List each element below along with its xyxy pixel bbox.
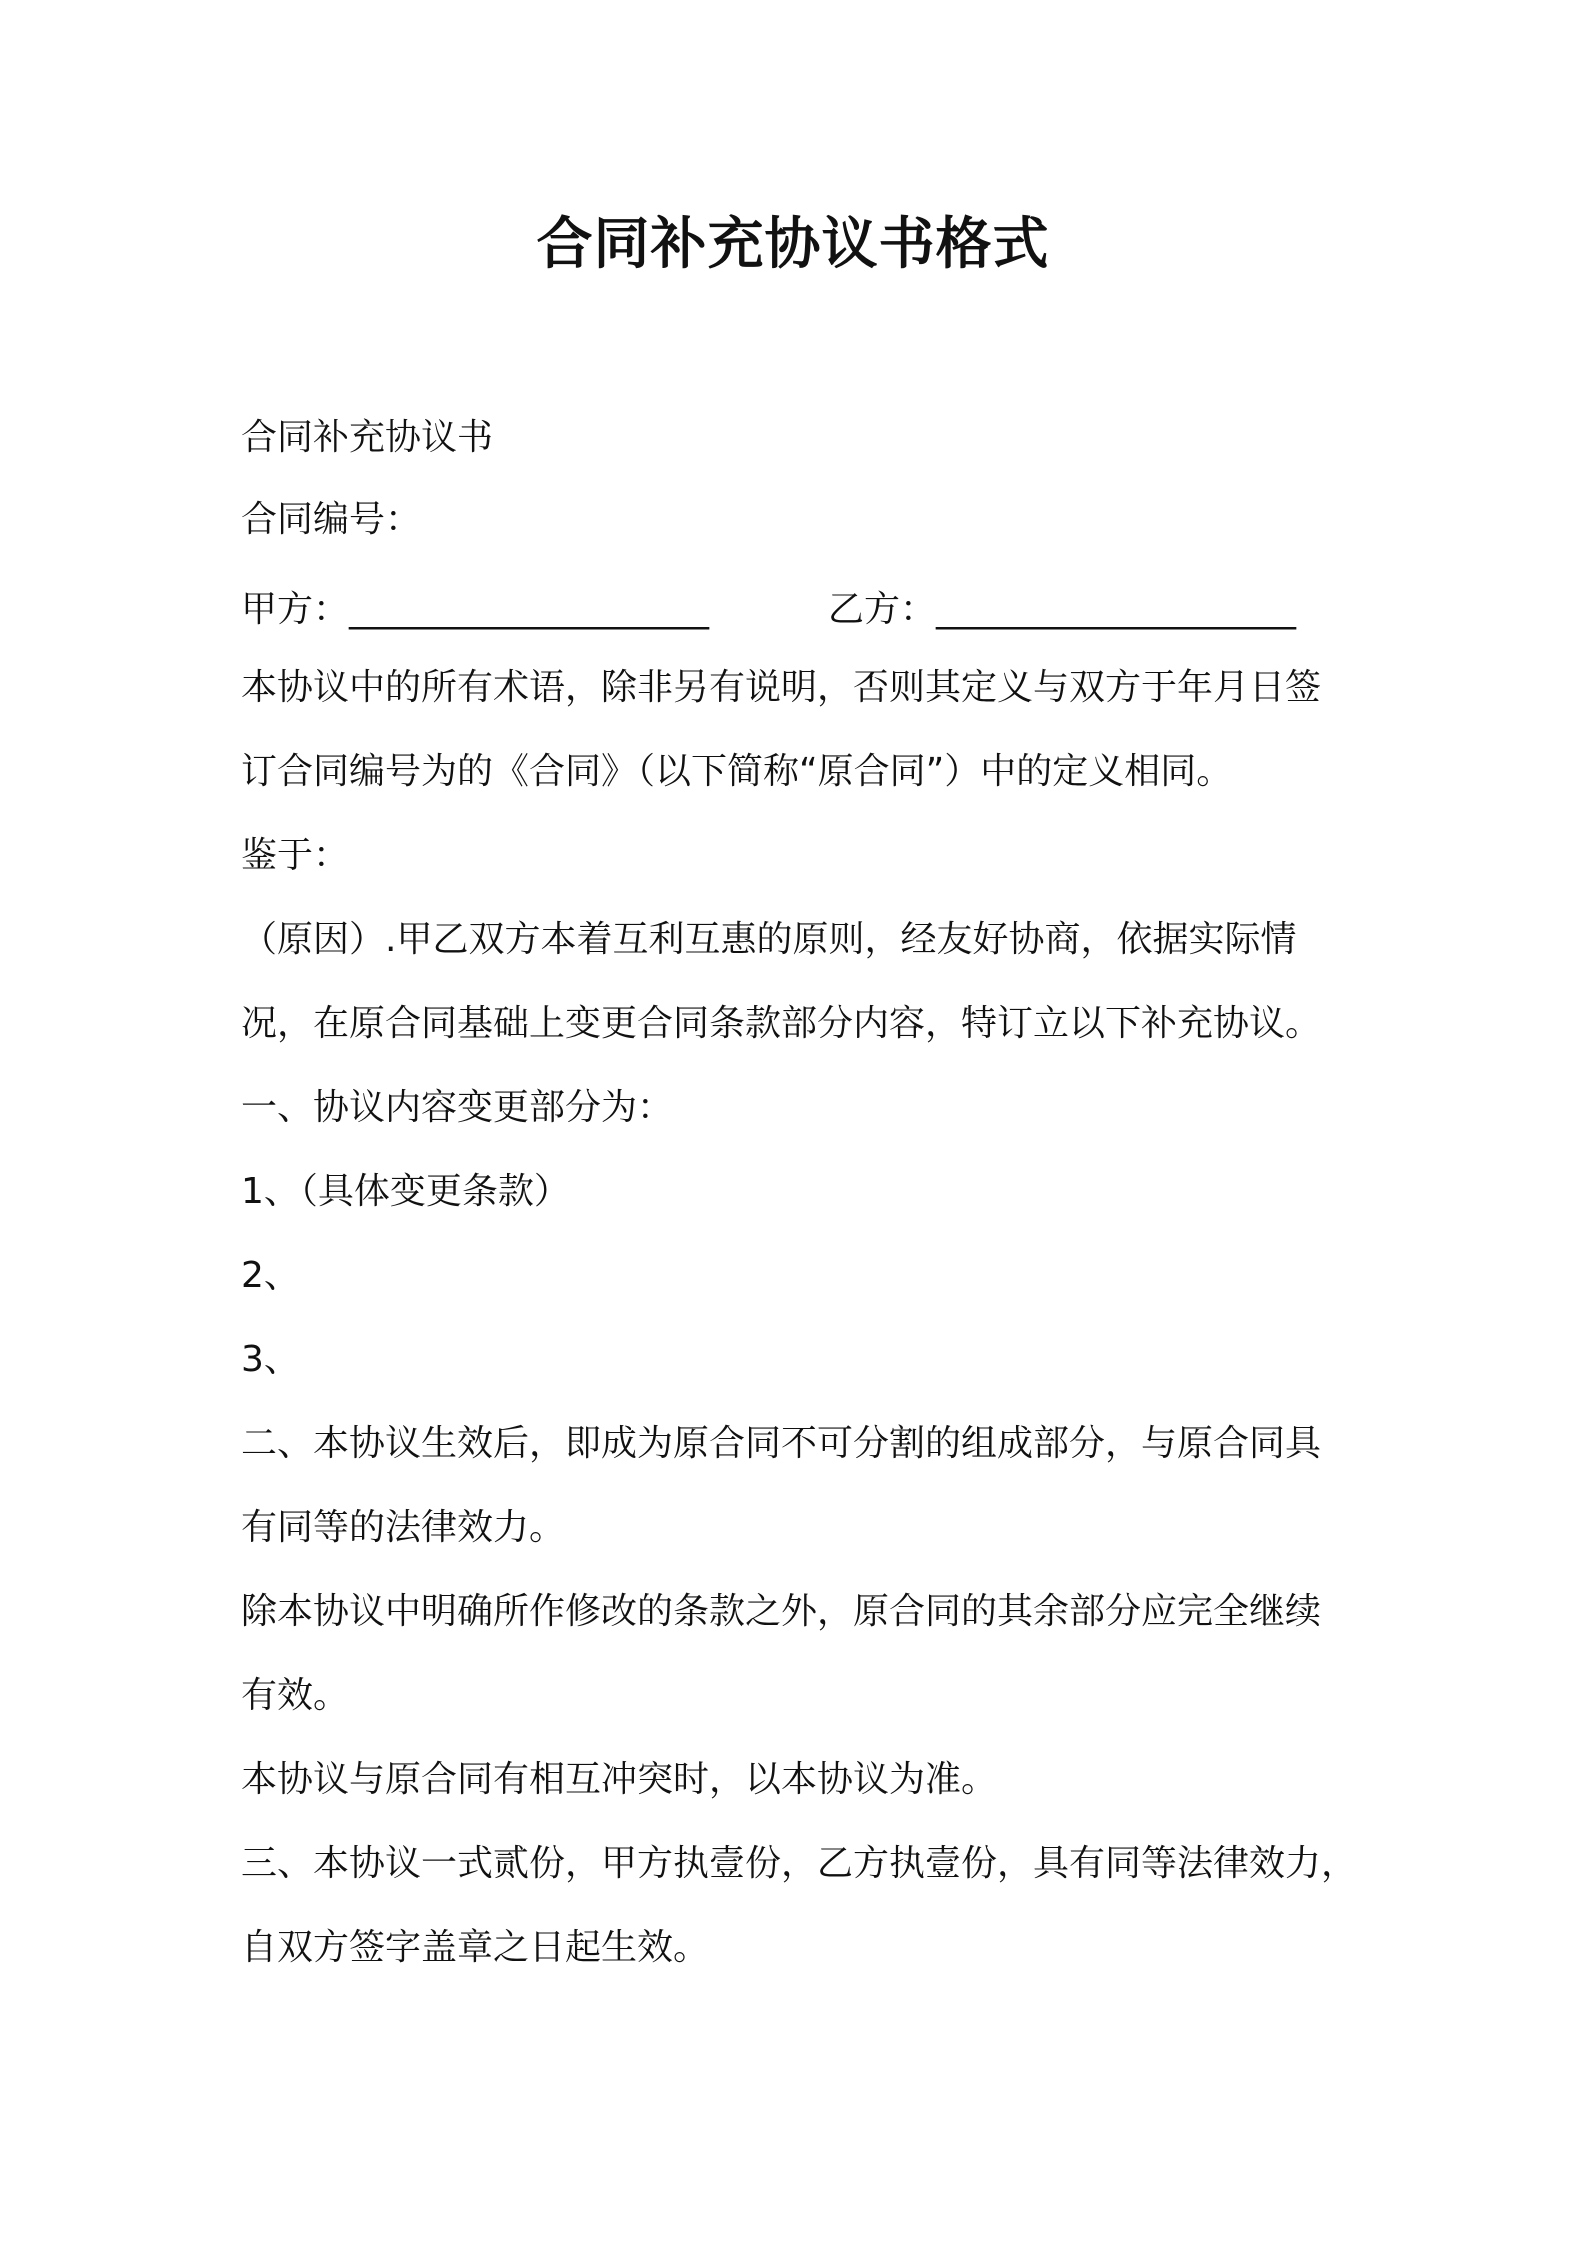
paragraph-line: 自双方签字盖章之日起生效。 (241, 1927, 710, 1968)
document-title: 合同补充协议书格式 (536, 212, 1050, 277)
list-item: 2、 (241, 1255, 300, 1296)
list-item: 1、（具体变更条款） (241, 1171, 570, 1212)
paragraph-line: 本协议与原合同有相互冲突时，以本协议为准。 (241, 1759, 998, 1800)
paragraph-line: 除本协议中明确所作修改的条款之外，原合同的其余部分应完全继续 (241, 1591, 1322, 1632)
paragraph-line: （原因）.甲乙双方本着互利互惠的原则，经友好协商，依据实际情 (241, 919, 1297, 960)
paragraph-line: 本协议中的所有术语，除非另有说明，否则其定义与双方于年月日签 (241, 667, 1322, 708)
paragraph-line: 鉴于： (241, 835, 350, 876)
paragraph-line: 订合同编号为的《合同》（以下简称“原合同”）中的定义相同。 (241, 751, 1233, 792)
paragraph-line: 二、本协议生效后，即成为原合同不可分割的组成部分，与原合同具 (241, 1423, 1322, 1464)
contract-number-label: 合同编号： (241, 499, 422, 540)
party-a-field: 甲方：____________________ (241, 589, 710, 630)
document-subtitle: 合同补充协议书 (241, 417, 494, 458)
section-heading: 一、协议内容变更部分为： (241, 1087, 674, 1128)
party-b-field: 乙方：____________________ (828, 589, 1297, 630)
paragraph-line: 三、本协议一式贰份，甲方执壹份，乙方执壹份，具有同等法律效力， (241, 1843, 1358, 1884)
paragraph-line: 况，在原合同基础上变更合同条款部分内容，特订立以下补充协议。 (241, 1003, 1322, 1044)
party-row (241, 580, 1361, 640)
paragraph-line: 有同等的法律效力。 (241, 1507, 566, 1548)
list-item: 3、 (241, 1339, 300, 1380)
paragraph-line: 有效。 (241, 1675, 350, 1716)
